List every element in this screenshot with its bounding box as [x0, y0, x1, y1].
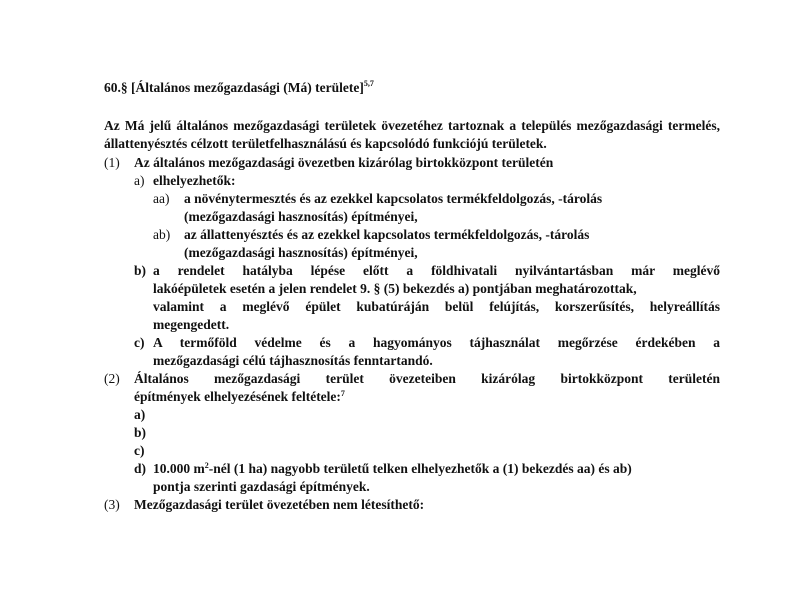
section-title: [104, 79, 374, 97]
item-aa-label: aa): [153, 191, 170, 206]
section-title-text: 60.§ [Általános mezőgazdasági (Má) területe]: [104, 80, 364, 95]
item-c-line-2: mezőgazdasági célú tájhasznosítás fenntartandó.: [153, 353, 433, 368]
item-aa-line-1: a növénytermesztés és az ezekkel kapcsolatos termékfeldolgozás, -tárolás: [184, 191, 603, 206]
p2-item-c-label: c): [134, 443, 145, 458]
p2-item-d-line-2: pontja szerinti gazdasági építmények.: [153, 479, 370, 494]
item-aa-line-2: (mezőgazdasági hasznosítás) építményei,: [184, 209, 418, 224]
item-a-label: a): [134, 173, 145, 188]
paragraph-1-number: (1): [104, 155, 120, 170]
p2-item-d-area: 10.000 m: [153, 461, 205, 476]
section-title-footnote-refs: 5,7: [363, 79, 374, 88]
p2-item-d-line-1: [153, 460, 632, 478]
paragraph-1-line-1: Az általános mezőgazdasági övezetben kizárólag birtokközpont területén: [134, 155, 554, 170]
p2-item-d-line-1-rest: -nél (1 ha) nagyobb területű telken elhelyezhetők a (1) bekezdés aa) és ab): [208, 461, 632, 476]
item-a-text: elhelyezhetők:: [153, 173, 236, 188]
item-b-line-2: lakóépületek esetén a jelen rendelet 9. § (5) bekezdés a) pontjában meghatározottak,: [153, 281, 637, 296]
p2-item-d-area-exponent: 2: [204, 461, 209, 470]
paragraph-2-footnote-ref: 7: [340, 389, 345, 398]
p2-item-d-label: d): [134, 461, 147, 476]
item-b-line-1: a rendelet hatályba lépése előtt a földhivatali nyilvántartásban már meglévő: [153, 263, 720, 278]
item-b-label: b): [134, 263, 147, 278]
item-ab-line-2: (mezőgazdasági hasznosítás) építményei,: [184, 245, 418, 260]
paragraph-3-line-1: Mezőgazdasági terület övezetében nem létesíthető:: [134, 497, 425, 512]
item-c-line-1: A termőföld védelme és a hagyományos tájhasználat megőrzése érdekében a: [153, 335, 720, 350]
paragraph-2-number: (2): [104, 371, 120, 386]
item-c-label: c): [134, 335, 145, 350]
item-b-line-4: megengedett.: [153, 317, 230, 332]
paragraph-2-line-2-text: építmények elhelyezésének feltétele:: [134, 389, 341, 404]
p2-item-b-label: b): [134, 425, 147, 440]
item-ab-line-1: az állattenyésztés és az ezekkel kapcsolatos termékfeldolgozás, -tárolás: [184, 227, 590, 242]
paragraph-2-line-2: [134, 388, 345, 406]
item-ab-label: ab): [153, 227, 171, 242]
item-b-line-3: valamint a meglévő épület kubatúráján belül felújítás, korszerűsítés, helyreállítás: [153, 299, 720, 314]
intro-paragraph: Az Má jelű általános mezőgazdasági területek övezetéhez tartoznak a település mezőgazdasági termelés, állattenyésztés célzott területfelhasználású és kapcsolódó funkciójú területek.: [104, 118, 720, 151]
p2-item-a-label: a): [134, 407, 146, 422]
paragraph-3-number: (3): [104, 497, 120, 512]
paragraph-2-line-1: Általános mezőgazdasági terület övezeteiben kizárólag birtokközpont területén: [134, 371, 720, 386]
